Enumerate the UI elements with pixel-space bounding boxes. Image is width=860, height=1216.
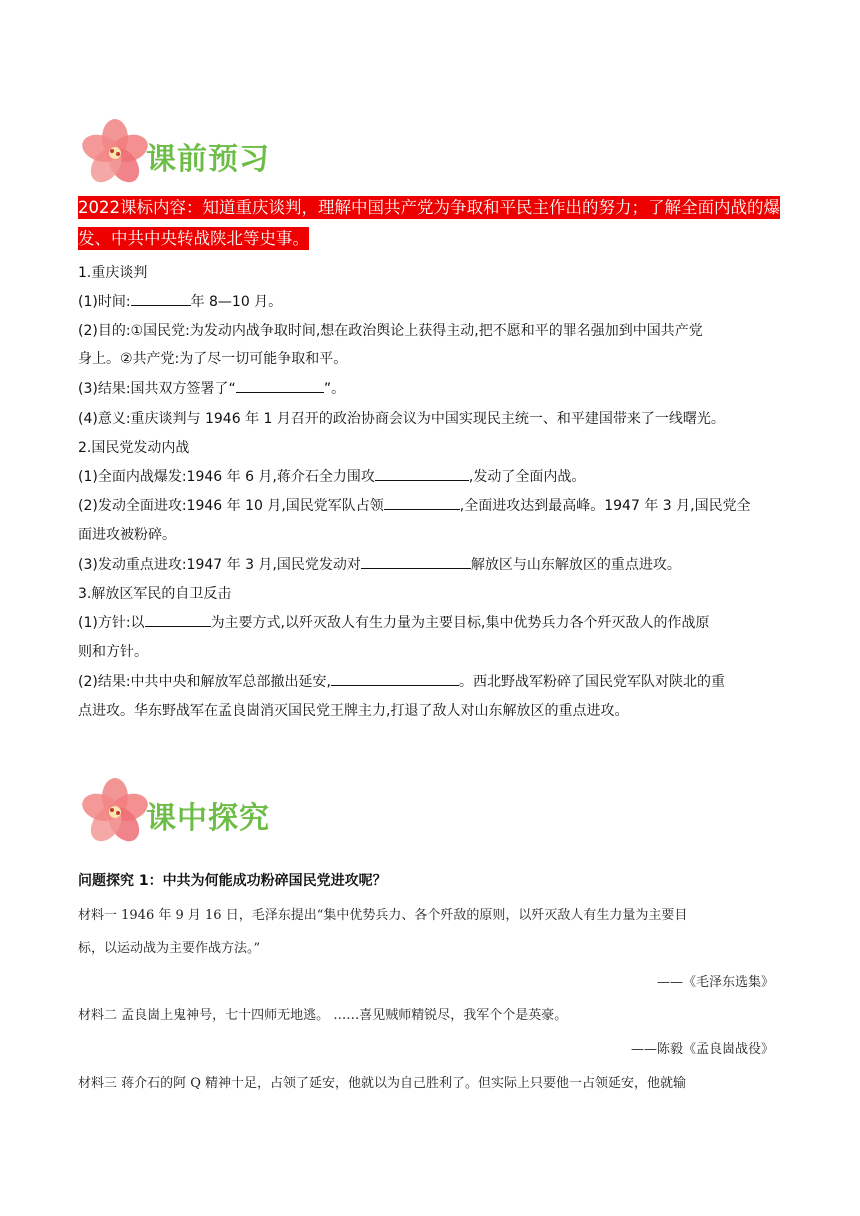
line-meaning: (4)意义:重庆谈判与 1946 年 1 月召开的政治协商会议为中国实现民主统一、和平建国带来了一线曙光。	[78, 411, 725, 427]
flower-icon	[80, 118, 150, 188]
flower-icon	[80, 777, 150, 847]
heading-chongqing: 1.重庆谈判	[78, 265, 148, 281]
section-header-preview	[80, 118, 280, 188]
line-time: (1)时间: 年 8—10 月。	[78, 291, 282, 313]
line-focus-attack: (3)发动重点进攻:1947 年 3 月,国民党发动对 解放区与山东解放区的重点进攻。	[78, 554, 681, 576]
curriculum-standard-banner	[78, 192, 784, 254]
line-result: (3)结果:国共双方签署了“ ”。	[78, 378, 345, 400]
line-purpose-1: (2)目的:①国民党:为发动内战争取时间,想在政治舆论上获得主动,把不愿和平的罪名强加到中国共产党	[78, 323, 703, 339]
blank-city[interactable]	[384, 495, 460, 510]
inquiry-question: 问题探究 1：中共为何能成功粉碎国民党进攻呢？	[78, 873, 387, 889]
material-1-source: ——《毛泽东选集》	[656, 975, 774, 990]
blank-year[interactable]	[131, 291, 191, 306]
line-war-outbreak: (1)全面内战爆发:1946 年 6 月,蒋介石全力围攻 ,发动了全面内战。	[78, 466, 585, 488]
line-full-attack: (2)发动全面进攻:1946 年 10 月,国民党军队占领 ,全面进攻达到最高峰。1947 年 3 月,国民党全	[78, 495, 751, 517]
material-3: 材料三 蒋介石的阿 Q 精神十足，占领了延安，他就以为自己胜利了。但实际上只要他一占领延安，他就输	[78, 1076, 687, 1091]
line-purpose-2: 身上。②共产党:为了尽一切可能争取和平。	[78, 351, 348, 367]
line-full-attack-2: 面进攻被粉碎。	[78, 527, 176, 543]
material-1-line-2: 标，以运动战为主要作战方法。”	[78, 941, 261, 956]
line-outcome: (2)结果:中共中央和解放军总部撤出延安, 。西北野战军粉碎了国民党军队对陕北的重	[78, 671, 725, 693]
material-2: 材料二 孟良崮上鬼神号，七十四师无地逃。 ……喜见贼师精锐尽，我军个个是英豪。	[78, 1008, 568, 1023]
blank-agreement[interactable]	[236, 378, 324, 393]
section-title: 课前预习	[146, 142, 270, 177]
line-policy-2: 则和方针。	[78, 644, 148, 660]
blank-method[interactable]	[145, 612, 211, 627]
line-outcome-2: 点进攻。华东野战军在孟良崮消灭国民党王牌主力,打退了敌人对山东解放区的重点进攻。	[78, 703, 629, 719]
section-title: 课中探究	[146, 801, 270, 836]
material-2-source: ——陈毅《孟良崮战役》	[630, 1042, 774, 1057]
material-1-line-1: 材料一 1946 年 9 月 16 日，毛泽东提出“集中优势兵力、各个歼敌的原则，以歼灭敌人有生力量为主要目	[78, 908, 688, 923]
blank-region[interactable]	[375, 466, 469, 481]
blank-liberated-area[interactable]	[361, 554, 471, 569]
heading-counterattack: 3.解放区军民的自卫反击	[78, 586, 232, 602]
blank-outcome[interactable]	[331, 671, 459, 686]
line-policy: (1)方针:以 为主要方式,以歼灭敌人有生力量为主要目标,集中优势兵力各个歼灭敌人的作战原	[78, 612, 709, 634]
section-header-inquiry	[80, 777, 280, 847]
standard-text: 2022课标内容：知道重庆谈判，理解中国共产党为争取和平民主作出的努力；了解全面内战的爆发、中共中央转战陕北等史事。	[78, 198, 780, 248]
heading-civil-war: 2.国民党发动内战	[78, 440, 190, 456]
